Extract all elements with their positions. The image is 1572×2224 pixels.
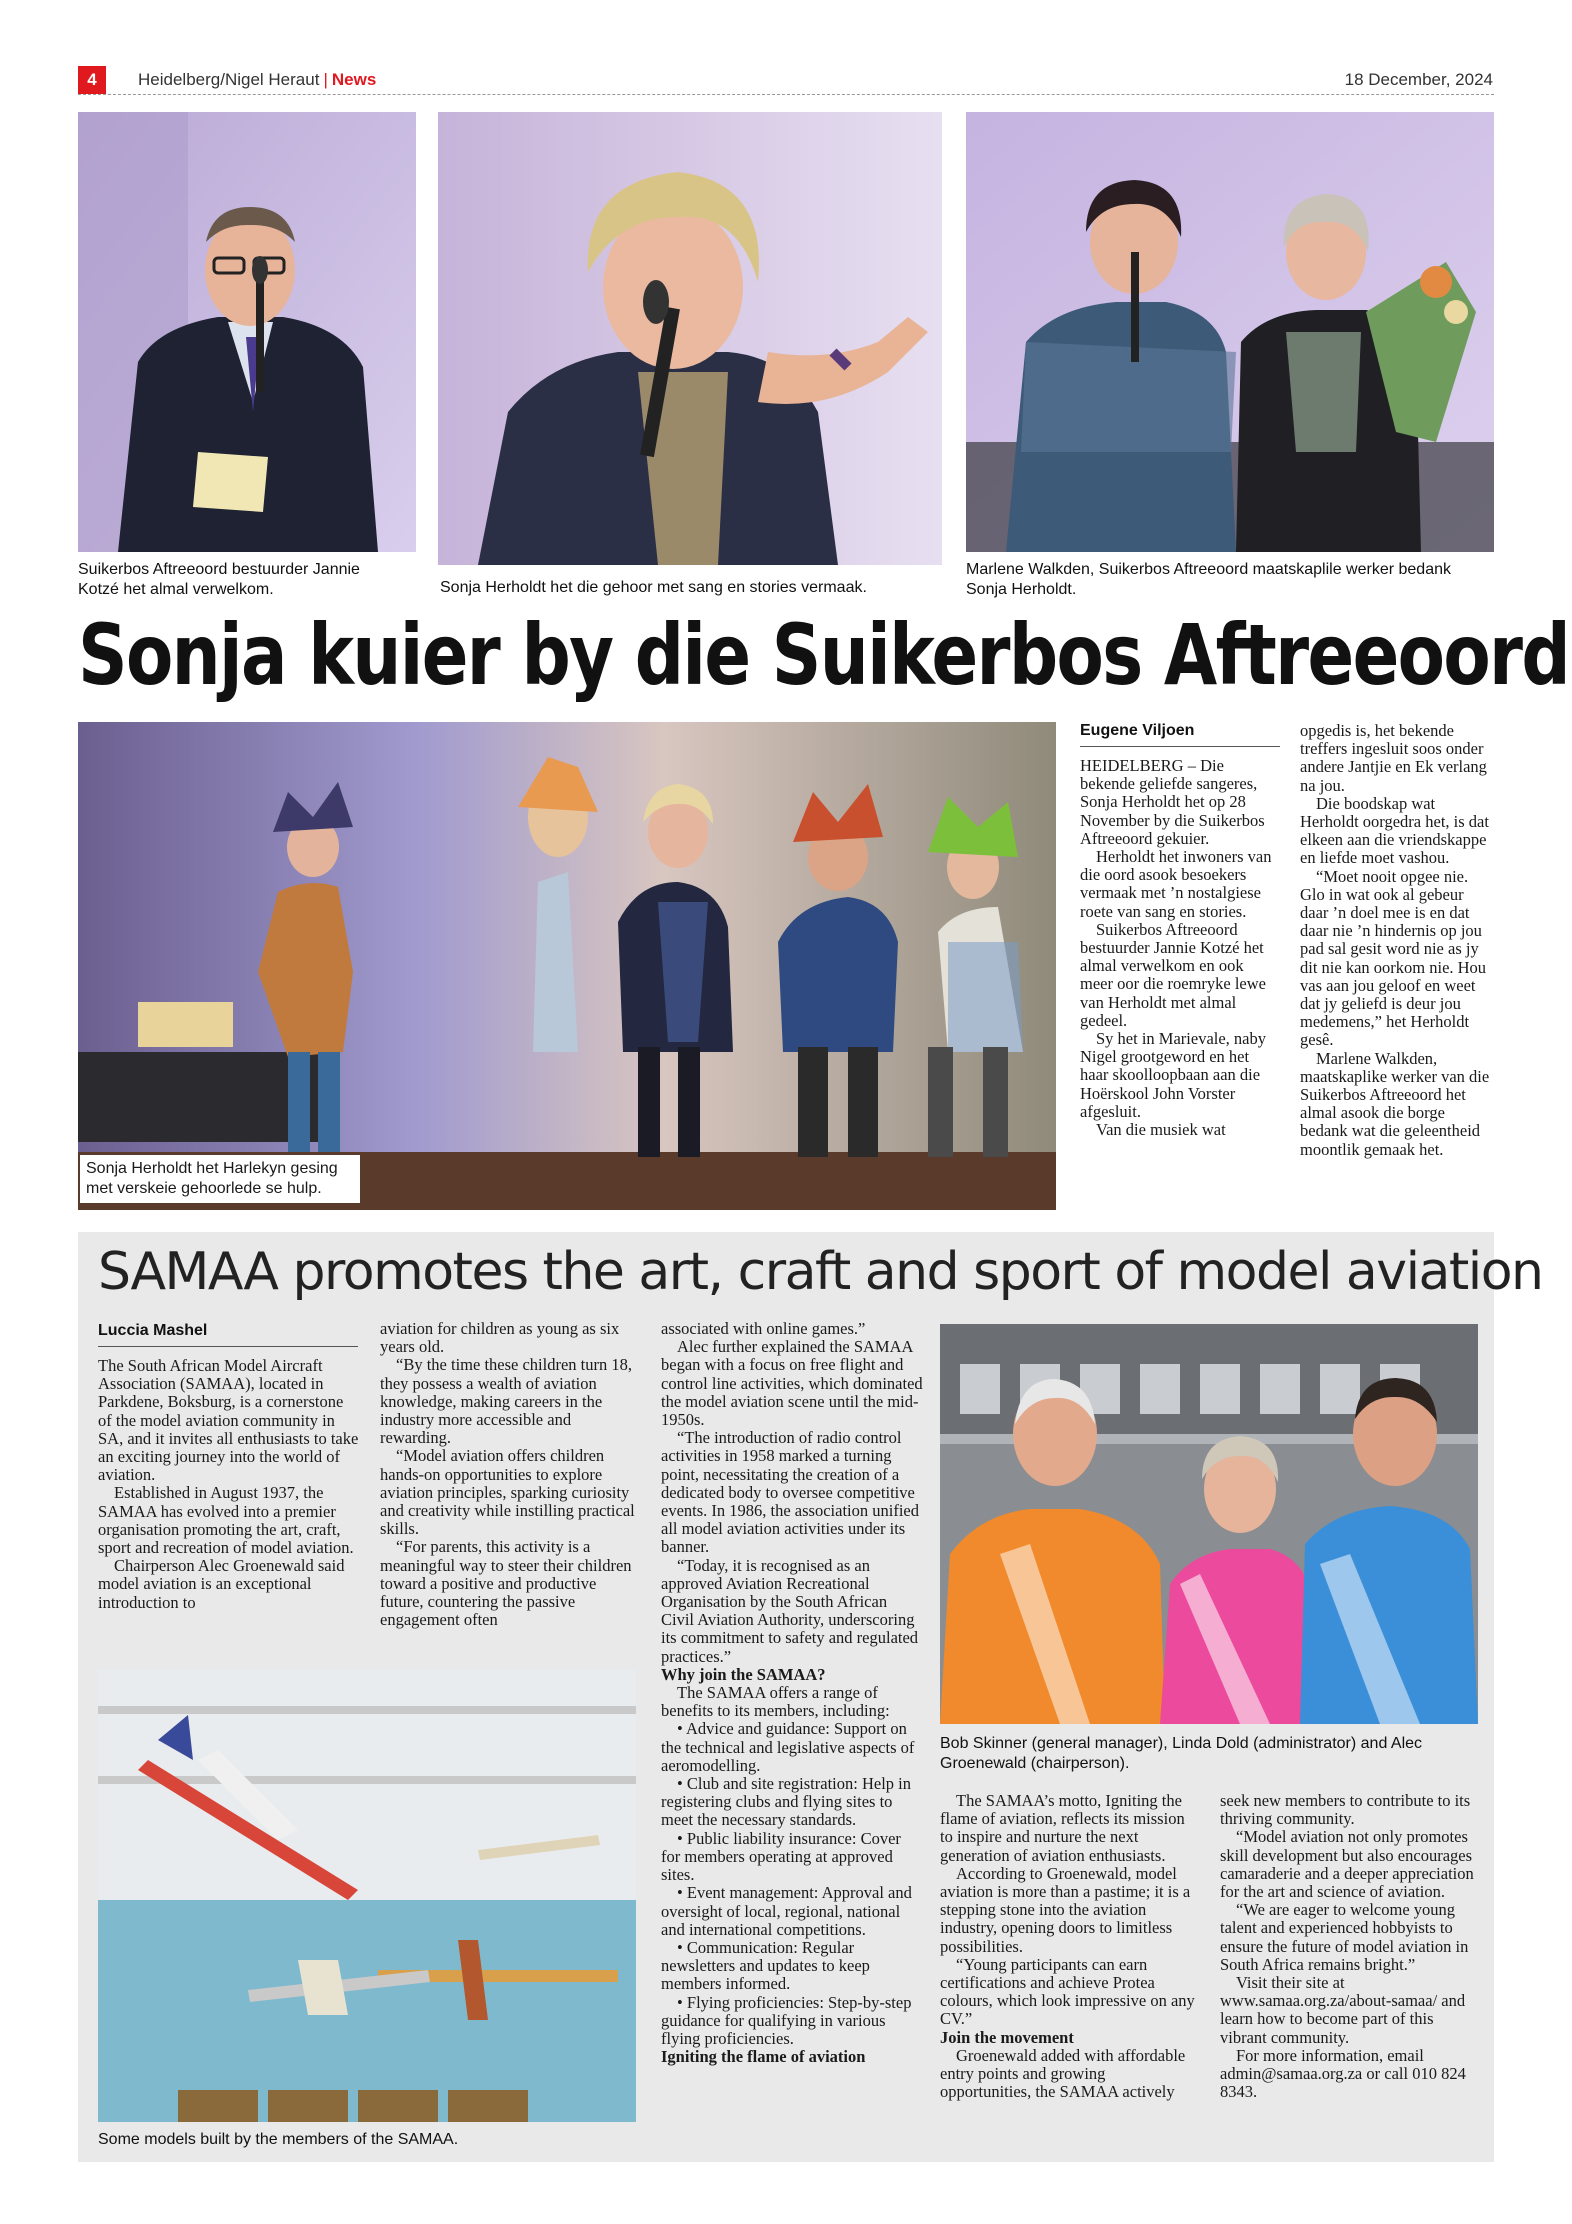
- byline-sonja: Eugene Viljoen: [1080, 720, 1280, 747]
- article1-paragraph: Van die musiek wat: [1096, 1120, 1226, 1140]
- article2-paragraph: The South African Model Aircraft Association (SAMAA), located in Parkdene, Boksburg, is a cornerstone of the model aviation community in SA, and it invites all enthusiasts to take an exciting journey into the world of aviation.: [98, 1356, 359, 1485]
- photo-samaa-staff: [940, 1324, 1478, 1724]
- article2-paragraph: “Model aviation offers children hands-on opportunities to explore aviation principles, sparking curiosity and creativity while instilling practical skills.: [380, 1446, 635, 1539]
- photo-sonja-herholdt-singing: [438, 112, 942, 565]
- article1-paragraph: Die boodskap wat Herholdt oorgedra het, is dat elkeen aan die vriendskappe en liefde moet vashou.: [1300, 793, 1489, 868]
- issue-date: 18 December, 2024: [1344, 70, 1493, 89]
- subheading-why-join: Why join the SAMAA?: [661, 1664, 826, 1684]
- article2-paragraph: “The introduction of radio control activities in 1958 marked a turning point, necessitating the creation of a dedicated body to oversee competitive events. In 1986, the association unified all model aviation activities under its banner.: [661, 1428, 919, 1557]
- caption-model-aircraft: Some models built by the members of the SAMAA.: [98, 2131, 459, 2148]
- article2-paragraph: “Model aviation not only promotes skill development but also encourages camaraderie and a deeper appreciation for the art and science of aviation.: [1220, 1827, 1474, 1902]
- article2-paragraph: seek new members to contribute to its thriving community.: [1220, 1791, 1471, 1829]
- photo-model-aircraft: [98, 1670, 636, 2122]
- benefit-list-item: • Advice and guidance: Support on the technical and legislative aspects of aeromodelling.: [661, 1719, 915, 1775]
- article1-paragraph: “Moet nooit opgee nie. Glo in wat ook al gebeur daar ’n doel mee is en dat daar nie ’n hindernis op jou pad sal gesit word nie as jy dit nie kan oorkom nie. Hou vas aan jou geloof en weet dat jy geliefd is deur jou medemens,” het Herholdt gesê.: [1300, 866, 1487, 1050]
- article2-column-3: [661, 1320, 923, 2066]
- article2-paragraph: “Young participants can earn certifications and achieve Protea colours, which look impressive on any CV.”: [940, 1954, 1195, 2029]
- article2-column-4: [940, 1792, 1198, 2101]
- article2-paragraph: For more information, email admin@samaa.org.za or call 010 824 8343.: [1220, 2045, 1466, 2102]
- article2-paragraph: aviation for children as young as six years old.: [380, 1319, 620, 1357]
- article1-column-2: [1300, 722, 1494, 1159]
- benefit-list-item: • Event management: Approval and oversight of local, regional, national and international competitions.: [661, 1883, 912, 1939]
- article2-paragraph: Established in August 1937, the SAMAA has evolved into a premier organisation promoting the art, craft, sport and recreation of model aviation.: [98, 1483, 354, 1558]
- article-headline-sonja: Sonja kuier by die Suikerbos Aftreeoord: [78, 606, 1570, 704]
- article2-paragraph: The SAMAA’s motto, Igniting the flame of aviation, reflects its mission to inspire and nurture the next generation of aviation enthusiasts.: [940, 1791, 1185, 1865]
- section-label: News: [331, 70, 377, 89]
- article2-paragraph: Visit their site at www.samaa.org.za/about-samaa/ and learn how to become part of this vibrant community.: [1220, 1973, 1466, 2047]
- article2-column-2: [380, 1320, 642, 1629]
- article2-paragraph: According to Groenewald, model aviation is more than a pastime; it is a stepping stone into the aviation industry, opening doors to limitless possibilities.: [940, 1863, 1191, 1956]
- article2-paragraph: “Today, it is recognised as an approved Aviation Recreational Organisation by the South African Civil Aviation Authority, underscoring its commitment to safety and regulated practices.”: [661, 1555, 919, 1666]
- benefit-list-item: • Communication: Regular newsletters and updates to keep members informed.: [661, 1937, 870, 1994]
- photo-jannie-kotze: [78, 112, 416, 552]
- caption-samaa-staff: Bob Skinner (general manager), Linda Dold (administrator) and Alec Groenewald (chairperson).: [940, 1735, 1423, 1772]
- publication-name: Heidelberg/Nigel Heraut: [138, 70, 320, 89]
- byline-samaa: Luccia Mashel: [98, 1320, 358, 1347]
- article2-column-5: [1220, 1792, 1482, 2101]
- article2-paragraph: “We are eager to welcome young talent and experienced hobbyists to ensure the future of model aviation in South Africa remains bright.”: [1220, 1900, 1469, 1974]
- article2-paragraph: Alec further explained the SAMAA began with a focus on free flight and control line activities, which dominated the model aviation scene until the mid-1950s.: [661, 1337, 923, 1430]
- benefit-list-item: • Public liability insurance: Cover for members operating at approved sites.: [661, 1828, 901, 1885]
- article1-column-1: [1080, 757, 1280, 1139]
- article2-paragraph: “For parents, this activity is a meaningful way to steer their children toward a positive and productive future, countering the passive engagement often: [380, 1537, 632, 1630]
- subheading-join-movement: Join the movement: [940, 2027, 1074, 2047]
- subheading-igniting: Igniting the flame of aviation: [661, 2047, 866, 2067]
- article1-paragraph: HEIDELBERG – Die bekende geliefde sangeres, Sonja Herholdt het op 28 November by die Suikerbos Aftreeoord gekuier.: [1080, 756, 1265, 848]
- photo-harlekyn-stage: [78, 722, 1056, 1210]
- header-rule: [78, 94, 1494, 95]
- page-number: 4: [78, 66, 106, 94]
- caption-walkden: Marlene Walkden, Suikerbos Aftreeoord maatskaplile werker bedank Sonja Herholdt.: [966, 561, 1451, 598]
- article2-paragraph: Groenewald added with affordable entry points and growing opportunities, the SAMAA actively: [940, 2045, 1186, 2102]
- article1-paragraph: Herholdt het inwoners van die oord asook besoekers vermaak met ’n nostalgiese roete van sang en stories.: [1080, 847, 1272, 921]
- article2-paragraph: “By the time these children turn 18, they possess a wealth of aviation knowledge, making careers in the industry more accessible and rewarding.: [380, 1355, 632, 1448]
- caption-kotze: Suikerbos Aftreeoord bestuurder Jannie Kotzé het almal verwelkom.: [78, 561, 360, 598]
- article1-paragraph: Suikerbos Aftreeoord bestuurder Jannie Kotzé het almal verwelkom en ook meer oor die roemryke lewe van Herholdt met almal gedeel.: [1080, 919, 1266, 1030]
- photo-walkden-thanks-sonja: [966, 112, 1494, 552]
- article-headline-samaa: SAMAA promotes the art, craft and sport of model aviation: [98, 1242, 1543, 1302]
- article2-paragraph: Chairperson Alec Groenewald said model aviation is an exceptional introduction to: [98, 1556, 345, 1612]
- article2-paragraph: associated with online games.”: [661, 1319, 866, 1338]
- benefit-list-item: • Club and site registration: Help in registering clubs and flying sites to meet the necessary standards.: [661, 1774, 911, 1830]
- article1-paragraph: Marlene Walkden, maatskaplike werker van die Suikerbos Aftreeoord het almal asook die borge bedank wat die geleentheid moontlik gemaak het.: [1300, 1048, 1490, 1159]
- article1-paragraph: Sy het in Marievale, naby Nigel grootgeword en het haar skoolloopbaan aan die Hoërskool John Vorster afgesluit.: [1080, 1029, 1266, 1121]
- article1-paragraph: opgedis is, het bekende treffers ingesluit soos onder andere Jantjie en Ek verlang na jou.: [1300, 721, 1487, 795]
- caption-stage: Sonja Herholdt het Harlekyn gesing met verskeie gehoorlede se hulp.: [80, 1155, 360, 1203]
- caption-sonja: Sonja Herholdt het die gehoor met sang en stories vermaak.: [440, 579, 867, 596]
- article2-paragraph: The SAMAA offers a range of benefits to its members, including:: [661, 1683, 890, 1721]
- masthead: [138, 68, 376, 92]
- benefit-list-item: • Flying proficiencies: Step-by-step guidance for qualifying in various flying proficiencies.: [661, 1992, 912, 2048]
- masthead-separator: |: [323, 70, 328, 89]
- article2-column-1: [98, 1357, 360, 1612]
